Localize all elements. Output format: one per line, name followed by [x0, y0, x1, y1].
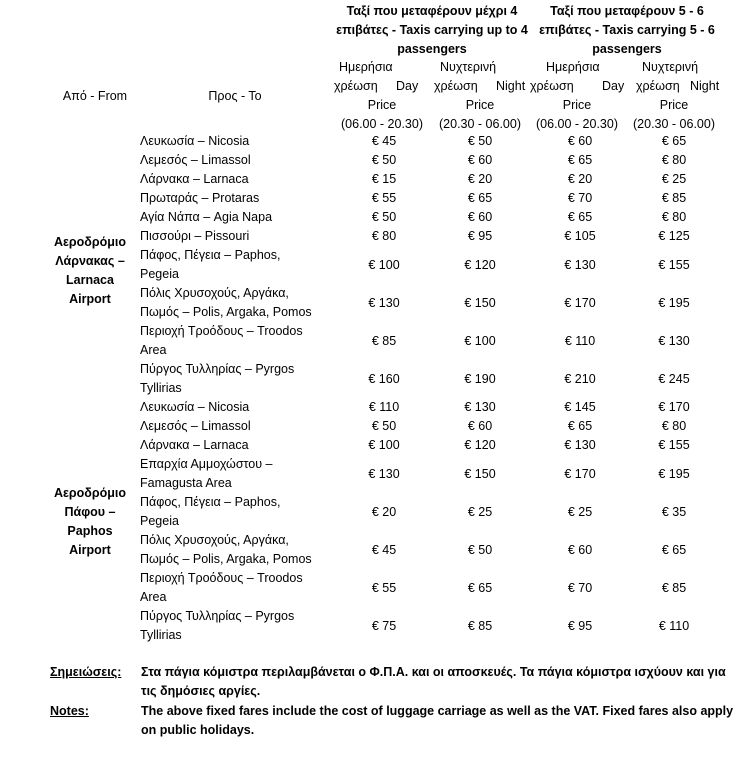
table-row: [140, 170, 730, 189]
notes-text-gr: Στα πάγια κόμιστρα περιλαμβάνεται ο Φ.Π.Α. και οι αποσκευές. Τα πάγια κόμιστρα ισχύουν και για τις δημόσιες αργίες.: [141, 665, 726, 698]
destination-line: Πύργος Τυλληρίας – Pyrgos: [140, 362, 295, 376]
destination-line: Λεμεσός – Limassol: [140, 419, 251, 433]
notes-label-en: Notes:: [50, 704, 89, 718]
fare-cell: € 190: [464, 371, 496, 386]
night-charge-gr-2: χρέωση: [636, 79, 680, 93]
day-charge-gr-1: χρέωση: [334, 79, 378, 93]
fare-cell: € 170: [564, 295, 596, 310]
destination-line: Λάρνακα – Larnaca: [140, 438, 249, 452]
table-row: [140, 151, 730, 170]
fare-cell: € 50: [467, 134, 493, 148]
fare-cell: € 130: [564, 438, 596, 452]
fare-cell: € 130: [564, 257, 596, 272]
fare-cell: € 60: [567, 542, 593, 557]
airport-label-line: Αεροδρόμιο: [53, 235, 127, 249]
fare-cell: € 120: [464, 257, 496, 272]
fare-cell: € 80: [661, 153, 687, 167]
table-row: [140, 284, 730, 322]
destination-line: Pegeia: [140, 514, 179, 528]
fare-cell: € 130: [658, 333, 690, 348]
fare-cell: € 80: [661, 419, 687, 433]
destination-cell: [140, 189, 335, 208]
fare-cell: € 55: [371, 191, 397, 205]
airport-label-line: Πάφου –: [64, 505, 116, 519]
destination-cell: [140, 607, 335, 645]
table-row: [140, 208, 730, 227]
fare-cell: € 20: [567, 172, 593, 186]
fare-cell: € 15: [371, 172, 397, 186]
day-label-gr-1a: Ημερήσια: [339, 60, 393, 74]
fare-cell: € 210: [564, 371, 596, 386]
to-header: Προς - Το: [208, 89, 262, 103]
fare-cell: € 85: [661, 191, 687, 205]
fare-cell: € 35: [661, 504, 687, 519]
destination-line: Area: [140, 343, 167, 357]
table-row: [140, 493, 730, 531]
day-en-2: Day: [602, 79, 625, 93]
group-6-passengers-title: Ταξί που μεταφέρουν 5 - 6 επιβάτες - Taxis carrying 5 - 6 passengers: [539, 4, 715, 56]
fare-cell: € 105: [564, 229, 596, 243]
fare-cell: € 55: [371, 580, 397, 595]
destination-line: Area: [140, 590, 167, 604]
fare-cell: € 65: [467, 580, 493, 595]
price-label-1b: Price: [465, 98, 495, 112]
fare-cell: € 100: [464, 333, 496, 348]
destination-line: Λάρνακα – Larnaca: [140, 172, 249, 186]
destination-line: Αγία Νάπα – Agia Napa: [140, 210, 273, 224]
day-en-1: Day: [396, 79, 419, 93]
fare-cell: € 145: [564, 400, 596, 414]
destination-cell: [140, 227, 335, 246]
destination-line: Πόλις Χρυσοχούς, Αργάκα,: [140, 286, 289, 300]
destination-line: Επαρχία Αμμοχώστου –: [140, 457, 273, 471]
destination-cell: [140, 246, 335, 284]
fare-cell: € 25: [661, 172, 687, 186]
destination-cell: [140, 170, 335, 189]
fare-cell: € 75: [371, 618, 397, 633]
destination-line: Περιοχή Τροόδους – Troodos: [140, 324, 303, 338]
fare-cell: € 155: [658, 438, 690, 452]
price-label-2a: Price: [562, 98, 592, 112]
fare-cell: € 50: [371, 210, 397, 224]
table-row: [140, 531, 730, 569]
day-charge-gr-2: χρέωση: [530, 79, 574, 93]
fare-cell: € 50: [467, 542, 493, 557]
destination-cell: [140, 455, 335, 493]
fare-cell: € 110: [658, 618, 690, 633]
fare-cell: € 65: [567, 210, 593, 224]
fare-cell: € 80: [661, 210, 687, 224]
fare-cell: € 170: [564, 466, 596, 481]
fare-cell: € 130: [464, 400, 496, 414]
night-hours-2: (20.30 - 06.00): [633, 117, 715, 131]
table-row: [140, 189, 730, 208]
fare-cell: € 100: [368, 438, 400, 452]
fare-cell: € 150: [464, 295, 496, 310]
destination-line: Πόλις Χρυσοχούς, Αργάκα,: [140, 533, 289, 547]
airport-label-line: Λάρνακας –: [55, 254, 125, 268]
fare-cell: € 50: [371, 419, 397, 433]
destination-cell: [140, 417, 335, 436]
table-row: [140, 569, 730, 607]
fare-cell: € 95: [467, 229, 493, 243]
destination-cell: [140, 284, 335, 322]
night-en-1: Night: [496, 79, 526, 93]
table-row: [140, 132, 730, 151]
fare-cell: € 65: [661, 542, 687, 557]
destination-line: Πάφος, Πέγεια – Paphos,: [140, 248, 281, 262]
destination-line: Famagusta Area: [140, 476, 232, 490]
destination-cell: [140, 132, 335, 151]
fare-cell: € 60: [467, 210, 493, 224]
fare-cell: € 110: [564, 333, 596, 348]
destination-line: Πισσούρι – Pissouri: [140, 229, 250, 243]
from-header: Από - From: [62, 89, 128, 103]
fare-cell: € 160: [368, 371, 400, 386]
destination-line: Λευκωσία – Nicosia: [140, 134, 250, 148]
fare-cell: € 80: [371, 229, 397, 243]
fare-cell: € 155: [658, 257, 690, 272]
fare-cell: € 150: [464, 466, 496, 481]
fare-cell: € 130: [368, 466, 400, 481]
airport-label-line: Αεροδρόμιο: [53, 486, 127, 500]
fare-cell: € 60: [467, 153, 493, 167]
fare-cell: € 45: [371, 134, 397, 148]
group-4-passengers-title: Ταξί που μεταφέρουν μέχρι 4 επιβάτες - Taxis carrying up to 4 passengers: [336, 4, 528, 56]
destination-cell: [140, 151, 335, 170]
destination-line: Περιοχή Τροόδους – Troodos: [140, 571, 303, 585]
fare-cell: € 65: [567, 419, 593, 433]
destination-cell: [140, 531, 335, 569]
group1-subheader: [334, 58, 530, 132]
destination-line: Tyllirias: [140, 381, 182, 395]
fare-cell: € 20: [371, 504, 397, 519]
destination-cell: [140, 360, 335, 398]
destination-cell: [140, 493, 335, 531]
table-row: [140, 417, 730, 436]
fare-cell: € 65: [467, 191, 493, 205]
destination-cell: [140, 569, 335, 607]
fare-cell: € 110: [368, 400, 400, 414]
destination-line: Pegeia: [140, 267, 179, 281]
notes-text-en: The above fixed fares include the cost of luggage carriage as well as the VAT. Fixed fares also apply on public holidays.: [141, 704, 734, 737]
day-label-gr-2a: Ημερήσια: [546, 60, 600, 74]
destination-cell: [140, 398, 335, 417]
fare-cell: € 65: [567, 153, 593, 167]
destination-line: Πρωταράς – Protaras: [140, 191, 260, 205]
fare-cell: € 195: [658, 466, 690, 481]
notes-label-gr: Σημειώσεις:: [50, 665, 122, 679]
table-row: [140, 398, 730, 417]
night-charge-gr-1: χρέωση: [434, 79, 478, 93]
fare-cell: € 20: [467, 172, 493, 186]
day-hours-1: (06.00 - 20.30): [341, 117, 423, 131]
fare-cell: € 65: [661, 134, 687, 148]
night-label-gr-2a: Νυχτερινή: [642, 60, 699, 74]
fare-cell: € 70: [567, 580, 593, 595]
destination-line: Λεμεσός – Limassol: [140, 153, 251, 167]
table-row: [140, 246, 730, 284]
fare-cell: € 170: [658, 400, 690, 414]
fare-cell: € 60: [467, 419, 493, 433]
fare-cell: € 120: [464, 438, 496, 452]
destination-line: Πύργος Τυλληρίας – Pyrgos: [140, 609, 295, 623]
fare-cell: € 95: [567, 618, 593, 633]
table-row: [140, 436, 730, 455]
fare-cell: € 45: [371, 542, 397, 557]
fare-cell: € 130: [368, 295, 400, 310]
destination-cell: [140, 208, 335, 227]
table-row: [140, 607, 730, 645]
night-hours-1: (20.30 - 06.00): [439, 117, 521, 131]
destination-line: Λευκωσία – Nicosia: [140, 400, 250, 414]
airport-larnaca: [40, 233, 140, 309]
airport-label-line: Larnaca: [66, 273, 114, 287]
price-label-1a: Price: [367, 98, 397, 112]
night-label-gr-1a: Νυχτερινή: [440, 60, 497, 74]
destination-line: Πάφος, Πέγεια – Paphos,: [140, 495, 281, 509]
fare-cell: € 85: [371, 333, 397, 348]
group2-subheader: [532, 58, 722, 132]
airport-label-line: Paphos: [67, 524, 113, 538]
airport-label-line: Airport: [69, 292, 111, 306]
airport-paphos: [40, 484, 140, 560]
fare-cell: € 100: [368, 257, 400, 272]
fare-cell: € 50: [371, 153, 397, 167]
fare-cell: € 85: [467, 618, 493, 633]
fare-cell: € 70: [567, 191, 593, 205]
destination-line: Πωμός – Polis, Argaka, Pomos: [140, 552, 312, 566]
table-row: [140, 227, 730, 246]
destination-cell: [140, 322, 335, 360]
fare-cell: € 125: [658, 229, 690, 243]
fare-cell: € 60: [567, 134, 593, 148]
price-label-2b: Price: [659, 98, 689, 112]
night-en-2: Night: [690, 79, 720, 93]
fare-cell: € 85: [661, 580, 687, 595]
table-row: [140, 360, 730, 398]
destination-line: Πωμός – Polis, Argaka, Pomos: [140, 305, 312, 319]
table-row: [140, 322, 730, 360]
table-row: [140, 455, 730, 493]
fare-cell: € 25: [567, 504, 593, 519]
fare-cell: € 25: [467, 504, 493, 519]
fare-cell: € 245: [658, 371, 690, 386]
destination-line: Tyllirias: [140, 628, 182, 642]
day-hours-2: (06.00 - 20.30): [536, 117, 618, 131]
fare-cell: € 195: [658, 295, 690, 310]
airport-label-line: Airport: [69, 543, 111, 557]
destination-cell: [140, 436, 335, 455]
